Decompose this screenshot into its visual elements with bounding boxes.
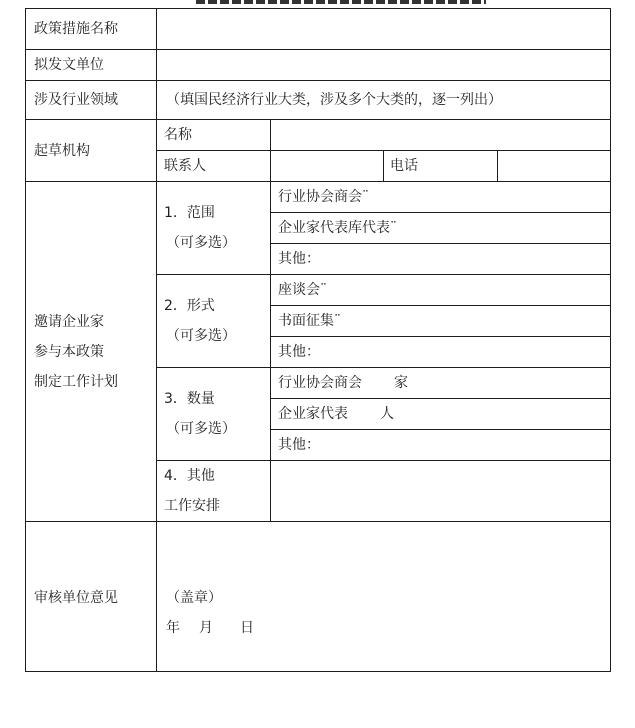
scope-option-other[interactable]: 其他： xyxy=(278,251,320,267)
format-option-symposium[interactable]: 座谈会¨ xyxy=(278,282,327,298)
date-year: 年 xyxy=(166,620,180,636)
invite-label-line1: 邀请企业家 xyxy=(34,314,104,330)
count-association-unit: 家 xyxy=(394,375,408,391)
industry-label: 涉及行业领域 xyxy=(34,92,118,108)
count-label: 3．数量 xyxy=(164,391,215,407)
date-month: 月 xyxy=(199,620,213,636)
scope-option-entrepreneur-pool[interactable]: 企业家代表库代表¨ xyxy=(278,220,397,236)
count-option-other[interactable]: 其他： xyxy=(278,437,320,453)
format-label: 2．形式 xyxy=(164,298,215,314)
cut-off-title-strip xyxy=(196,0,486,4)
drafting-org-label: 起草机构 xyxy=(34,143,90,159)
count-entrepreneur-unit: 人 xyxy=(380,406,394,422)
count-multi-note: （可多选） xyxy=(166,421,236,437)
org-name-label: 名称 xyxy=(164,127,192,143)
review-opinion-label: 审核单位意见 xyxy=(34,590,118,606)
count-association-label: 行业协会商会 xyxy=(278,375,362,391)
format-option-written[interactable]: 书面征集¨ xyxy=(278,313,341,329)
count-entrepreneur-label: 企业家代表 xyxy=(278,406,348,422)
scope-label: 1．范围 xyxy=(164,205,215,221)
other-arrangement-label: 4．其他 xyxy=(164,468,215,484)
other-arrangement-label-line2: 工作安排 xyxy=(164,498,220,514)
contact-person-label: 联系人 xyxy=(164,158,206,174)
industry-hint: （填国民经济行业大类，涉及多个大类的，逐一列出） xyxy=(166,92,502,108)
invite-label-line2: 参与本政策 xyxy=(34,344,104,360)
seal-note: （盖章） xyxy=(166,590,222,606)
scope-option-association[interactable]: 行业协会商会¨ xyxy=(278,189,369,205)
date-day: 日 xyxy=(240,620,254,636)
policy-name-label: 政策措施名称 xyxy=(34,21,118,37)
invite-label-line3: 制定工作计划 xyxy=(34,374,118,390)
format-multi-note: （可多选） xyxy=(166,328,236,344)
phone-label: 电话 xyxy=(390,158,418,174)
format-option-other[interactable]: 其他： xyxy=(278,344,320,360)
drafting-unit-label: 拟发文单位 xyxy=(34,57,104,73)
scope-multi-note: （可多选） xyxy=(166,235,236,251)
